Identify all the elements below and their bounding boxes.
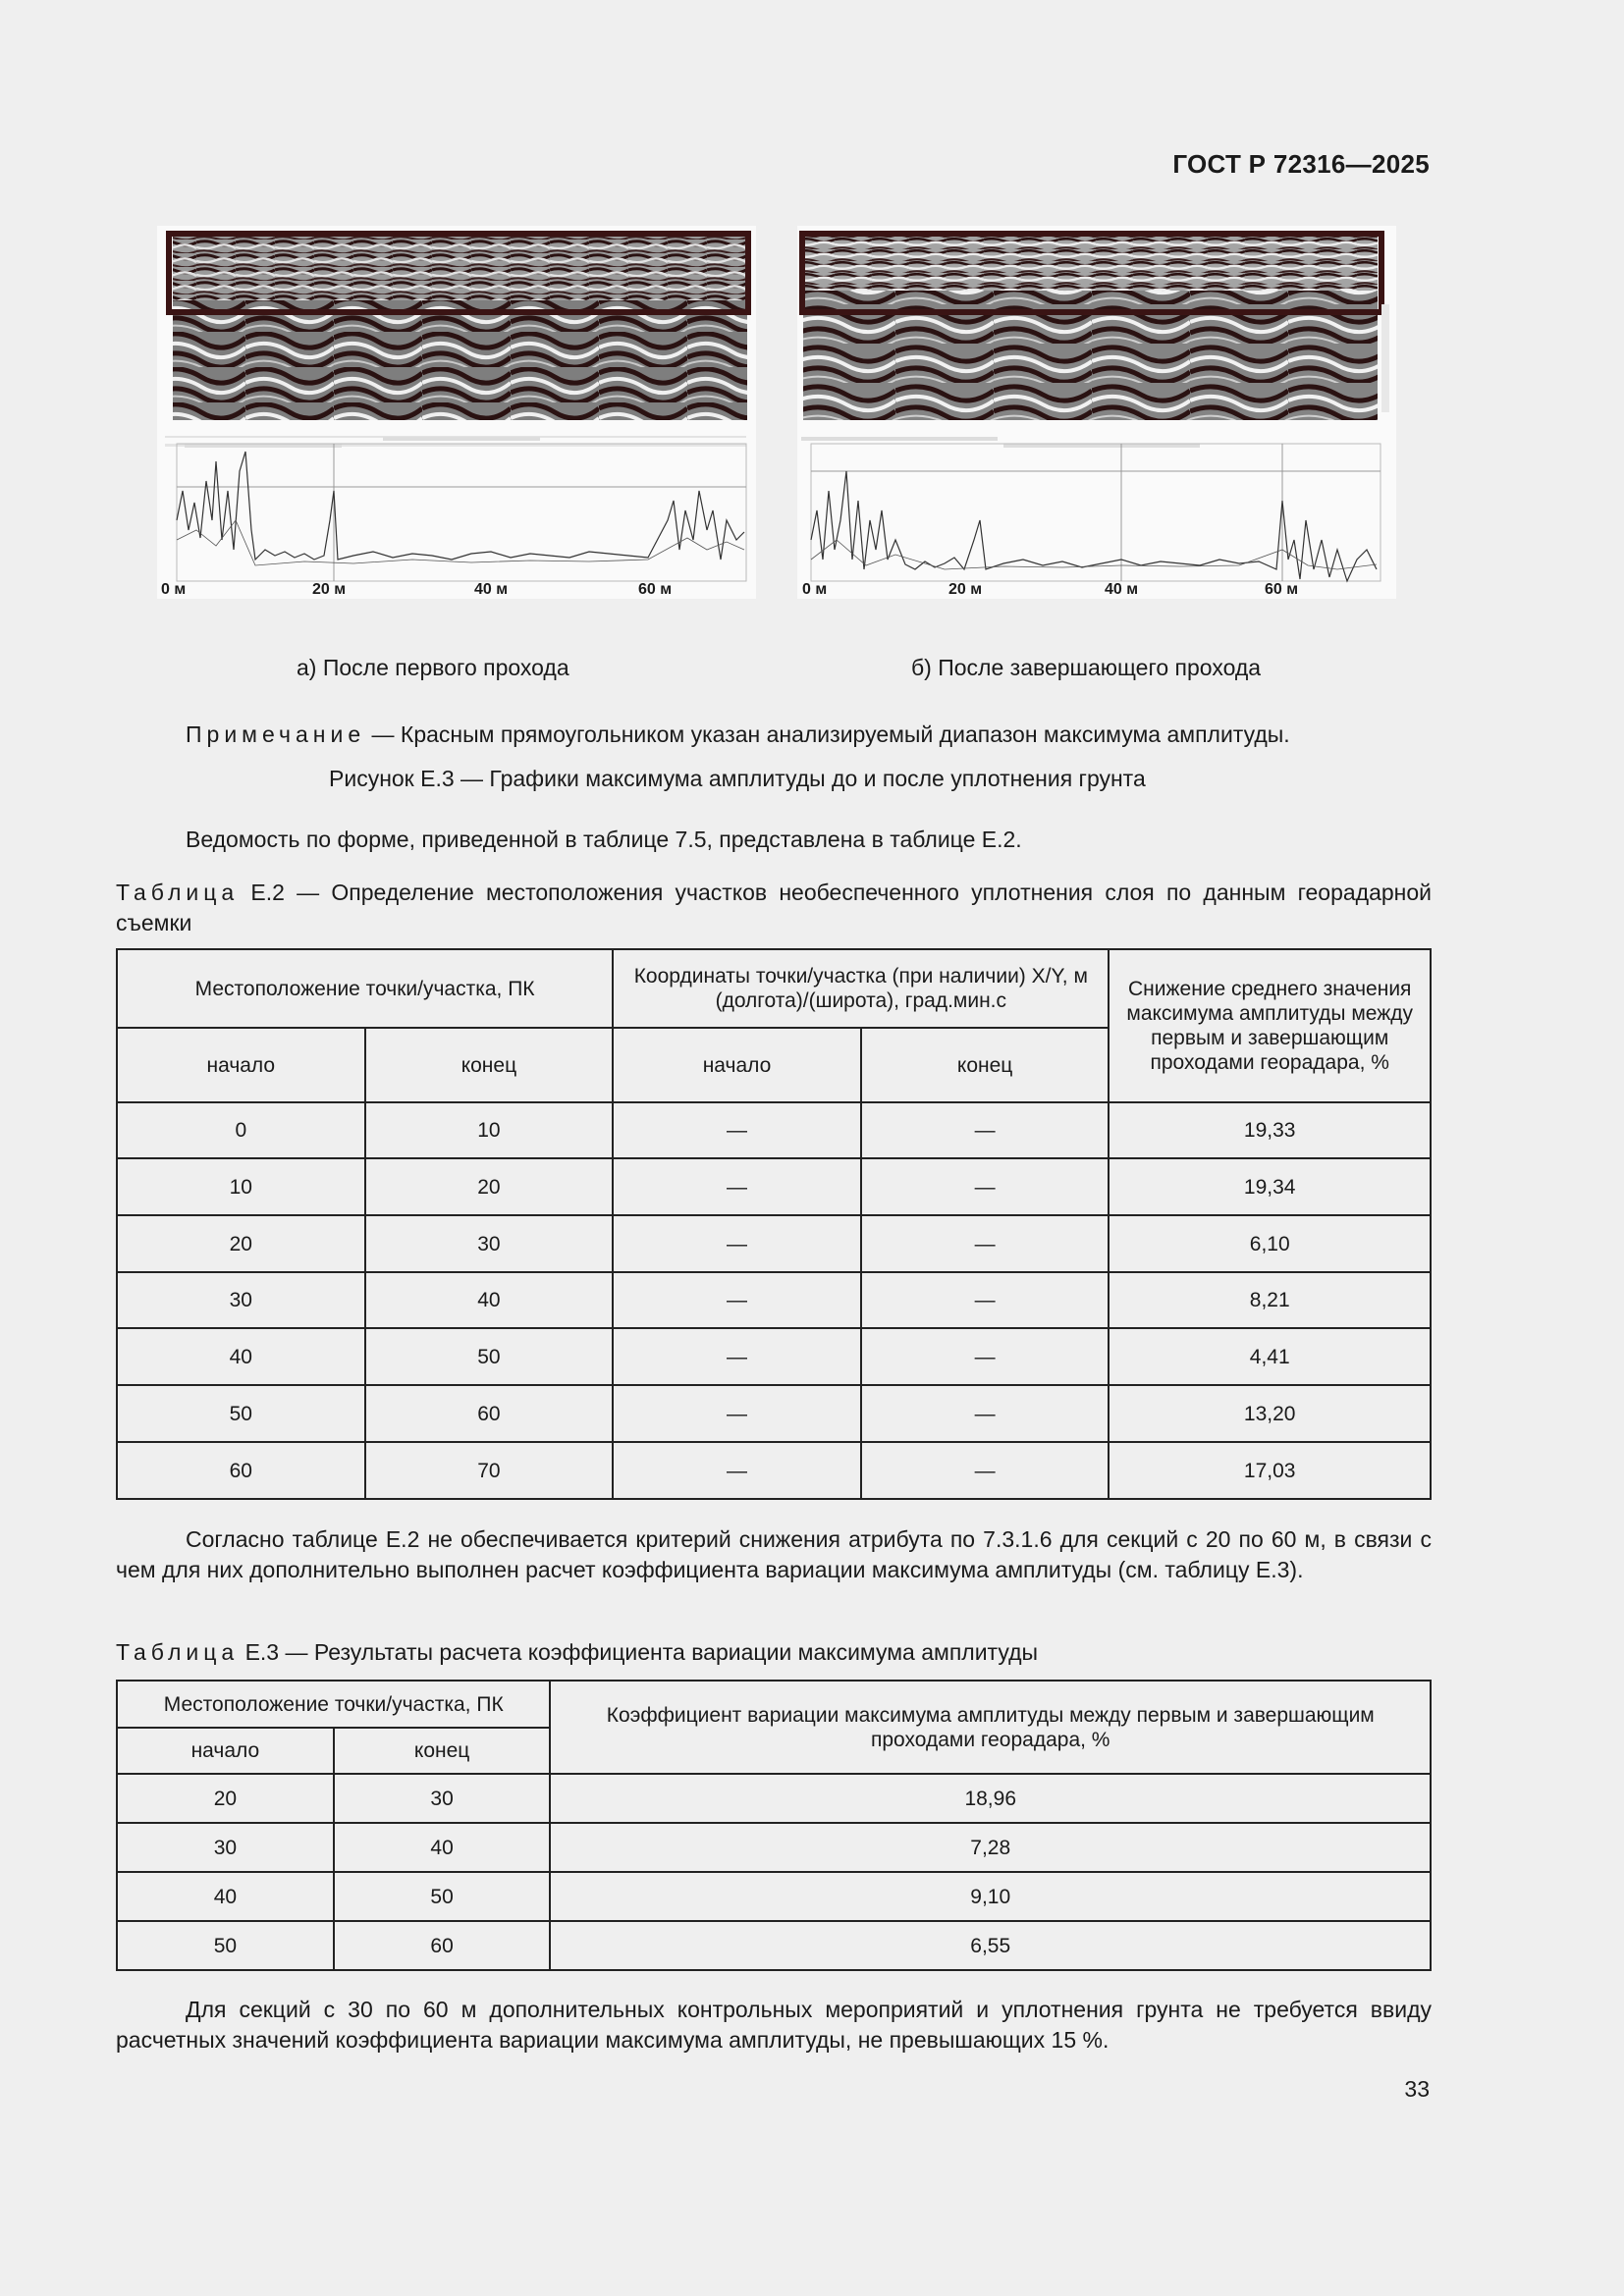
table-cell: 17,03: [1109, 1442, 1431, 1499]
paragraph-intro: Ведомость по форме, приведенной в таблице 7.5, представлена в таблице Е.2.: [186, 827, 1022, 852]
table-cell: 40: [117, 1872, 334, 1921]
table-e3-caption-text: Е.3 — Результаты расчета коэффициента вариации максимума амплитуды: [239, 1639, 1039, 1665]
table-row: [117, 1823, 1431, 1872]
left-x-tick-20: 20 м: [312, 581, 347, 598]
table-cell: —: [613, 1158, 861, 1215]
first-pass-radargram-and-amplitude-plot: [157, 226, 756, 599]
table-e2-label: Таблица: [116, 880, 240, 905]
table-cell: 6,10: [1109, 1215, 1431, 1272]
figure-title: Рисунок Е.3 — Графики максимума амплитуды до и после уплотнения грунта: [329, 766, 1146, 791]
table-e3: [116, 1680, 1432, 1971]
table-cell: 7,28: [550, 1823, 1431, 1872]
table-cell: 50: [334, 1872, 551, 1921]
right-x-tick-60: 60 м: [1265, 581, 1299, 598]
paragraph-criterion-text: Согласно таблице Е.2 не обеспечивается критерий снижения атрибута по 7.3.1.6 для секций с 20 по 60 м, в связи с чем для них дополнительно выполнен расчет коэффициента вариации максимума амплитуды (см. таблицу Е.3).: [116, 1526, 1432, 1582]
table-cell: 18,96: [550, 1774, 1431, 1823]
table-row: [117, 1872, 1431, 1921]
table-cell: —: [613, 1272, 861, 1328]
table-cell: 60: [334, 1921, 551, 1970]
table-cell: 50: [117, 1385, 365, 1442]
table-cell: 60: [117, 1442, 365, 1499]
table-cell: 60: [365, 1385, 614, 1442]
table-cell: —: [613, 1102, 861, 1158]
table-cell: 6,55: [550, 1921, 1431, 1970]
left-x-tick-40: 40 м: [474, 581, 509, 598]
table-e2-coord-end: конец: [861, 1028, 1110, 1102]
table-cell: —: [861, 1385, 1110, 1442]
table-row: [117, 1102, 1431, 1158]
table-e2-head-reduction: Снижение среднего значения максимума амплитуды между первым и завершающим проходами георадара, %: [1109, 949, 1431, 1102]
right-x-tick-40: 40 м: [1105, 581, 1139, 598]
table-cell: 19,34: [1109, 1158, 1431, 1215]
table-cell: 40: [334, 1823, 551, 1872]
table-row: [117, 1921, 1431, 1970]
table-cell: 20: [117, 1215, 365, 1272]
left-x-tick-60: 60 м: [638, 581, 673, 598]
paragraph-conclusion-text: Для секций с 30 по 60 м дополнительных контрольных мероприятий и уплотнения грунта не требуется ввиду расчетных значений коэффициента вариации максимума амплитуды, не превышающих 15 %.: [116, 1997, 1432, 2053]
left-x-tick-0: 0 м: [161, 581, 187, 598]
table-cell: 9,10: [550, 1872, 1431, 1921]
table-cell: —: [613, 1385, 861, 1442]
paragraph-conclusion: [116, 1995, 1432, 2056]
right-panel-caption: б) После завершающего прохода: [911, 655, 1262, 680]
table-cell: —: [861, 1272, 1110, 1328]
table-e2-head-coords: Координаты точки/участка (при наличии) X/Y, м (долгота)/(широта), град.мин.с: [613, 949, 1109, 1028]
table-e2-caption: [116, 878, 1432, 938]
table-e3-head-location: Местоположение точки/участка, ПК: [117, 1681, 550, 1728]
table-row: [117, 1328, 1431, 1385]
table-cell: 50: [117, 1921, 334, 1970]
table-cell: 20: [117, 1774, 334, 1823]
table-cell: 10: [365, 1102, 614, 1158]
table-cell: —: [613, 1328, 861, 1385]
table-cell: 30: [334, 1774, 551, 1823]
table-e3-head-coef: Коэффициент вариации максимума амплитуды между первым и завершающим проходами георадара, %: [550, 1681, 1431, 1774]
table-cell: 0: [117, 1102, 365, 1158]
table-e2: [116, 948, 1432, 1500]
table-cell: 40: [365, 1272, 614, 1328]
table-e2-sub-end: конец: [365, 1028, 614, 1102]
table-row: [117, 1385, 1431, 1442]
table-cell: 50: [365, 1328, 614, 1385]
table-e2-caption-text: Е.2 — Определение местоположения участков необеспеченного уплотнения слоя по данным георадарной съемки: [116, 880, 1432, 935]
table-e2-sub-start: начало: [117, 1028, 365, 1102]
final-pass-radargram-and-amplitude-plot: [797, 226, 1396, 599]
table-cell: 4,41: [1109, 1328, 1431, 1385]
table-row: [117, 1215, 1431, 1272]
document-code: ГОСТ Р 72316—2025: [1172, 149, 1430, 179]
table-e3-caption: [116, 1637, 1432, 1668]
table-cell: —: [861, 1158, 1110, 1215]
table-cell: —: [861, 1328, 1110, 1385]
table-cell: —: [861, 1102, 1110, 1158]
note-text: — Красным прямоугольником указан анализируемый диапазон максимума амплитуды.: [365, 721, 1290, 747]
table-cell: 40: [117, 1328, 365, 1385]
table-row: [117, 1158, 1431, 1215]
paragraph-criterion: [116, 1524, 1432, 1585]
figure-panel-first-pass: [157, 226, 756, 599]
table-e3-sub-end: конец: [334, 1728, 551, 1774]
table-e3-sub-start: начало: [117, 1728, 334, 1774]
table-cell: 30: [365, 1215, 614, 1272]
figure-panel-final-pass: [797, 226, 1396, 599]
table-cell: —: [613, 1215, 861, 1272]
table-cell: —: [861, 1215, 1110, 1272]
table-cell: 20: [365, 1158, 614, 1215]
table-row: [117, 1442, 1431, 1499]
table-cell: 30: [117, 1823, 334, 1872]
figure-note: [186, 721, 1290, 748]
page-number: 33: [1404, 2076, 1430, 2102]
table-cell: —: [861, 1442, 1110, 1499]
table-e2-head-location: Местоположение точки/участка, ПК: [117, 949, 613, 1028]
table-cell: 8,21: [1109, 1272, 1431, 1328]
table-cell: 30: [117, 1272, 365, 1328]
table-cell: —: [613, 1442, 861, 1499]
note-label: Примечание: [186, 721, 366, 747]
table-cell: 19,33: [1109, 1102, 1431, 1158]
table-row: [117, 1272, 1431, 1328]
table-row: [117, 1774, 1431, 1823]
table-e3-label: Таблица: [116, 1639, 240, 1665]
table-cell: 70: [365, 1442, 614, 1499]
table-cell: 13,20: [1109, 1385, 1431, 1442]
right-x-tick-20: 20 м: [948, 581, 983, 598]
right-x-tick-0: 0 м: [802, 581, 828, 598]
table-cell: 10: [117, 1158, 365, 1215]
left-panel-caption: а) После первого прохода: [297, 655, 569, 680]
table-e2-coord-start: начало: [613, 1028, 861, 1102]
